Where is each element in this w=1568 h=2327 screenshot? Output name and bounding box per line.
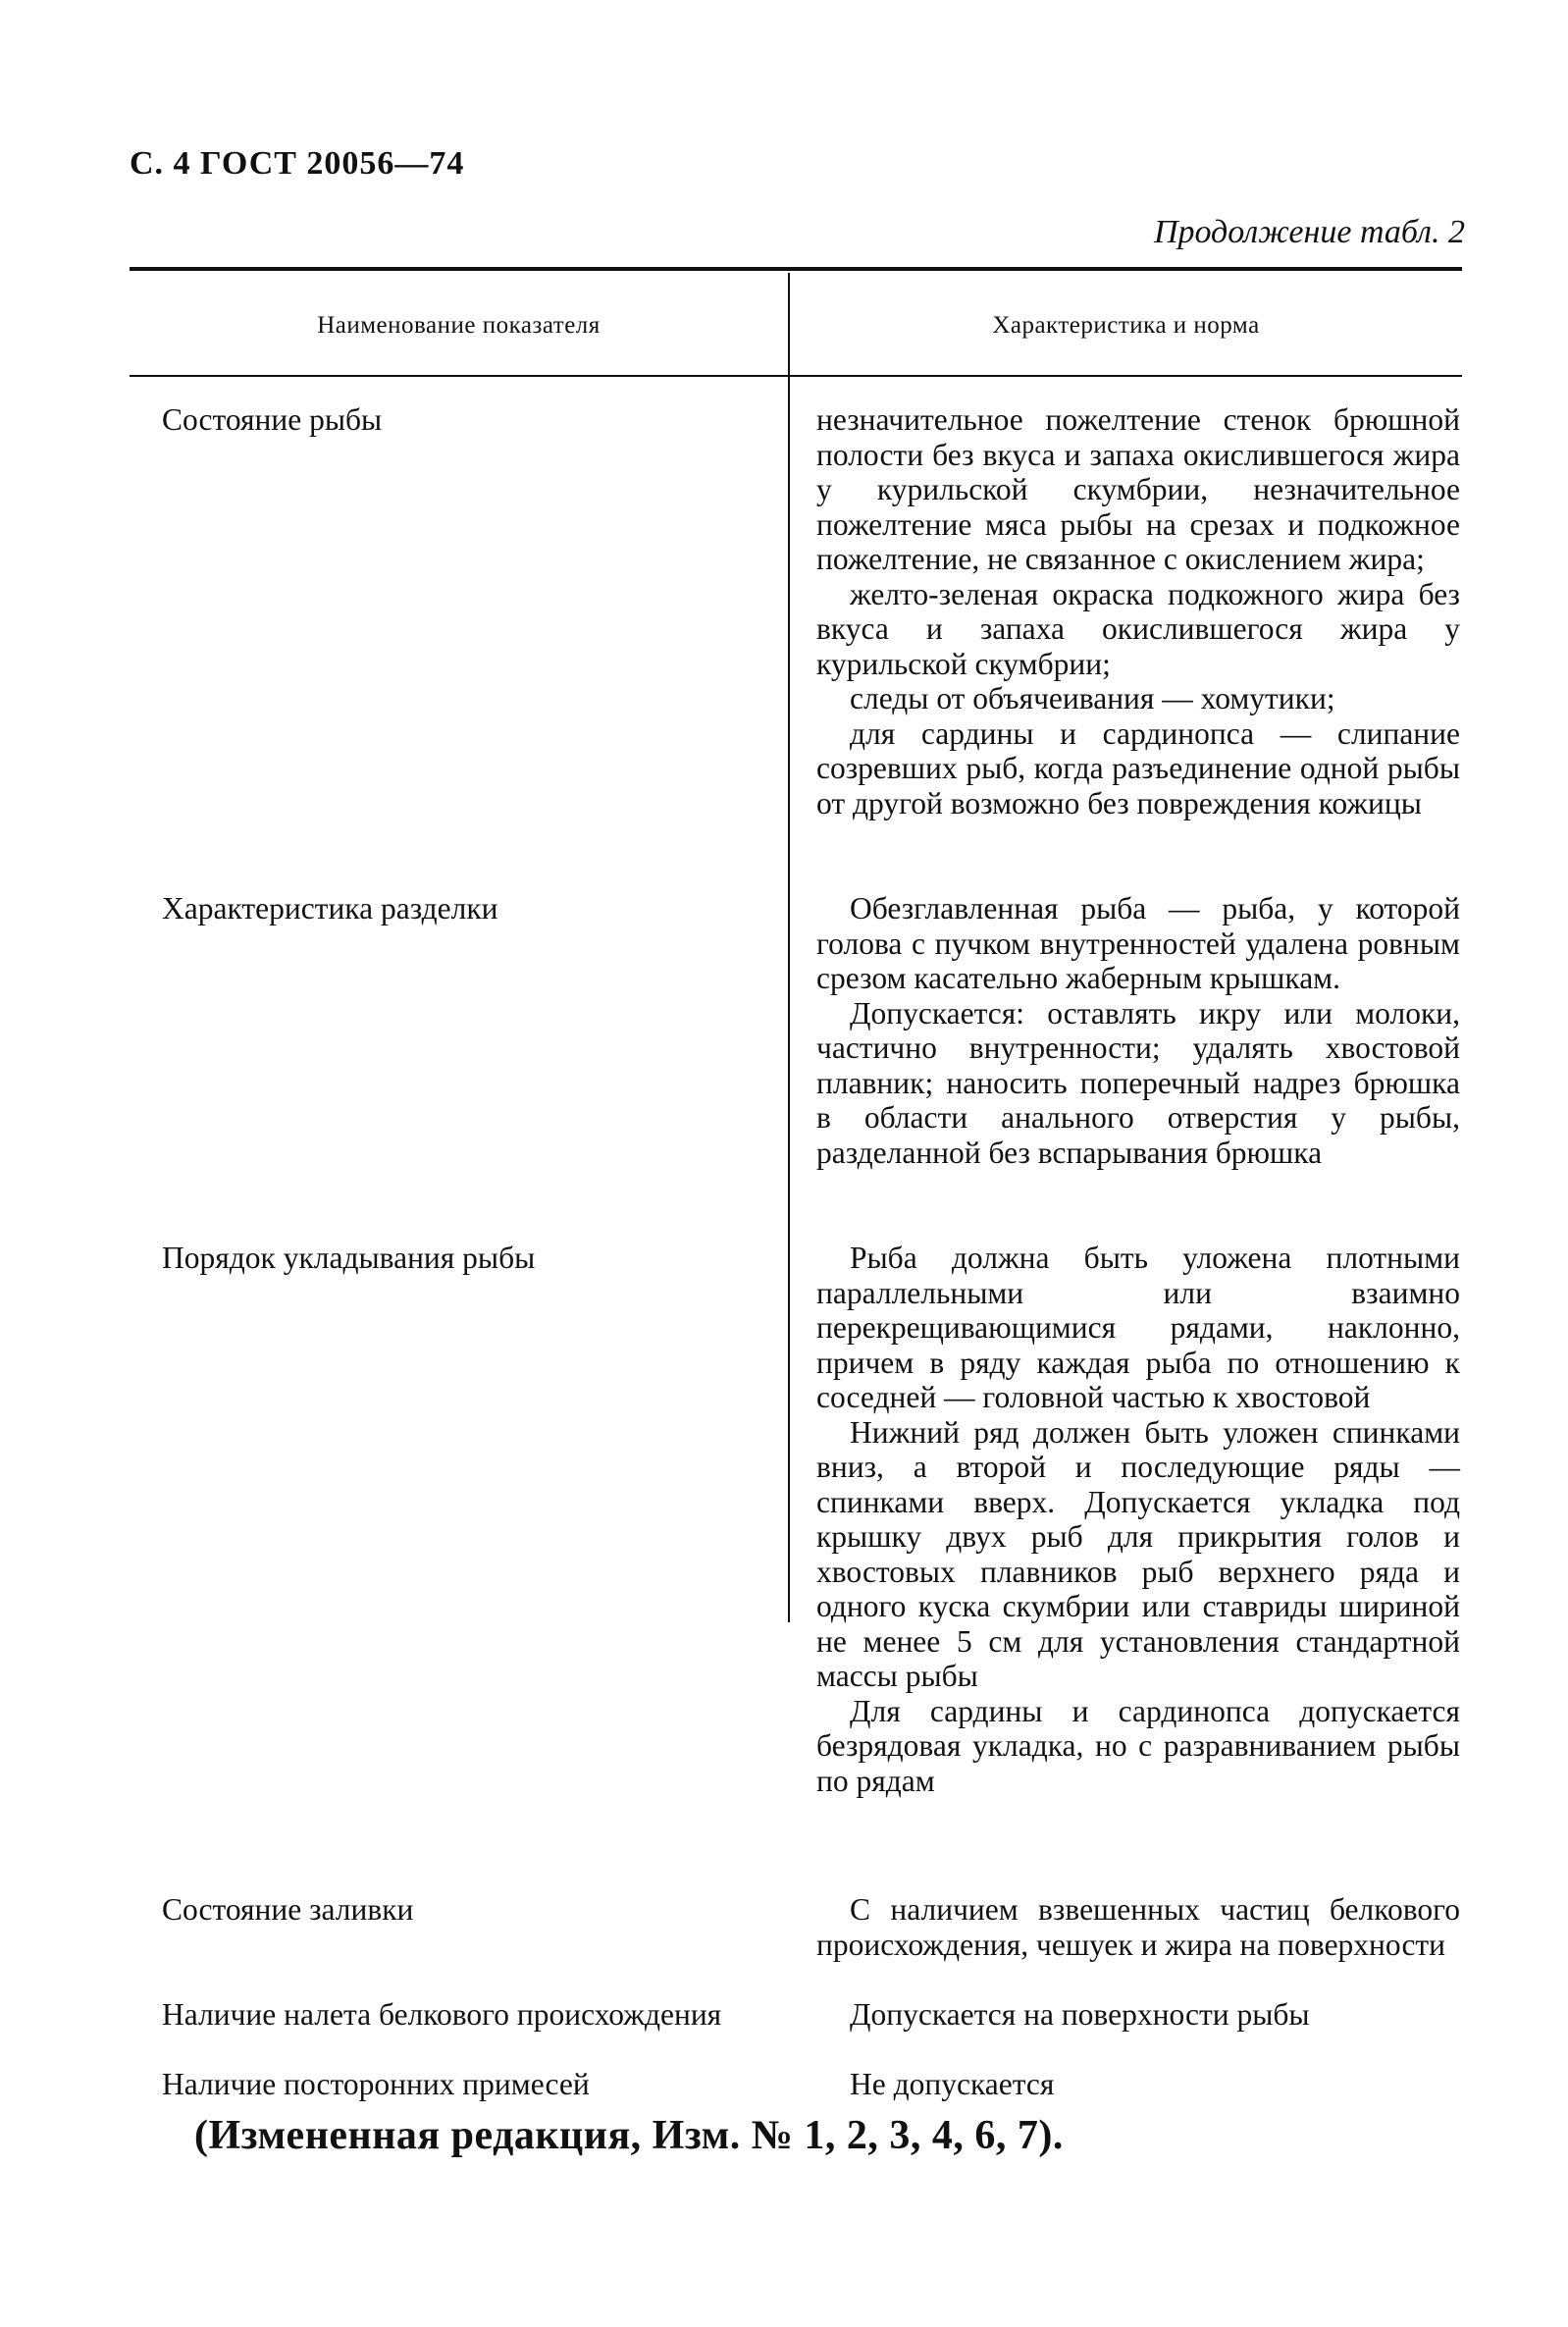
amendment-note: (Измененная редакция, Изм. № 1, 2, 3, 4, 6, 7). xyxy=(194,2113,1064,2158)
row-name-cutting: Характеристика разделки xyxy=(162,891,498,926)
row-value-filling-condition xyxy=(816,1892,1460,1962)
column-header-right: Характеристика и норма xyxy=(992,312,1260,339)
table-continuation-label: Продолжение табл. 2 xyxy=(1153,214,1465,250)
row-name-protein-deposit: Наличие налета белкового происхождения xyxy=(162,1997,722,2032)
row-name-foreign-impurities: Наличие посторонних примесей xyxy=(162,2067,590,2101)
paragraph: незначительное пожелтение стенок брюшной полости без вкуса и запаха окислившегося жира у курильской скумбрии, незначительное пожелтение мяса рыбы на срезах и подкожное пожелтение, не связанное с окислением жира; xyxy=(816,402,1460,576)
paragraph: Допускается на поверхности рыбы xyxy=(850,1997,1310,2032)
table-header-rule xyxy=(130,375,1462,377)
document-header: С. 4 ГОСТ 20056—74 xyxy=(130,145,465,182)
column-header-left: Наименование показателя xyxy=(317,312,601,339)
row-value-packing-order xyxy=(816,1241,1460,1798)
row-value-foreign-impurities xyxy=(816,2067,1460,2102)
paragraph: Нижний ряд должен быть уложен спинками вниз, а второй и последующие ряды — спинками вверх. Допускается укладка под крышку двух рыб для прикрытия голов и хвостовых плавников рыб верхнего ряда и одного куска скумбрии или ставриды шириной не менее 5 см для установления стандартной массы рыбы xyxy=(816,1414,1460,1693)
row-name-fish-condition: Состояние рыбы xyxy=(162,402,383,437)
column-divider xyxy=(788,273,790,1622)
paragraph: Обезглавленная рыба — рыба, у которой голова с пучком внутренностей удалена ровным срезом касательно жаберным крышкам. xyxy=(816,891,1460,995)
row-name-filling-condition: Состояние заливки xyxy=(162,1892,414,1927)
paragraph: для сардины и сардинопса — слипание созревших рыб, когда разъединение одной рыбы от другой возможно без повреждения кожицы xyxy=(816,715,1460,820)
paragraph: следы от объячеивания — хомутики; xyxy=(850,681,1335,715)
paragraph: желто-зеленая окраска подкожного жира без вкуса и запаха окислившегося жира у курильской скумбрии; xyxy=(816,576,1460,681)
row-name-packing-order: Порядок укладывания рыбы xyxy=(162,1241,536,1275)
paragraph: Допускается: оставлять икру или молоки, частично внутренности; удалять хвостовой плавник; наносить поперечный надрез брюшка в области анального отверстия у рыбы, разделанной без вспарывания брюшка xyxy=(816,995,1460,1170)
paragraph: Для сардины и сардинопса допускается безрядовая укладка, но с разравниванием рыбы по рядам xyxy=(816,1693,1460,1798)
row-value-protein-deposit xyxy=(816,1997,1460,2033)
table-top-rule xyxy=(130,267,1462,271)
paragraph: Рыба должна быть уложена плотными параллельными или взаимно перекрещивающимися рядами, наклонно, причем в ряду каждая рыба по отношению к соседней — головной частью к хвостовой xyxy=(816,1241,1460,1414)
paragraph: С наличием взвешенных частиц белкового происхождения, чешуек и жира на поверхности xyxy=(816,1892,1460,1962)
row-value-cutting xyxy=(816,891,1460,1170)
row-value-fish-condition xyxy=(816,402,1460,820)
paragraph: Не допускается xyxy=(850,2067,1055,2101)
